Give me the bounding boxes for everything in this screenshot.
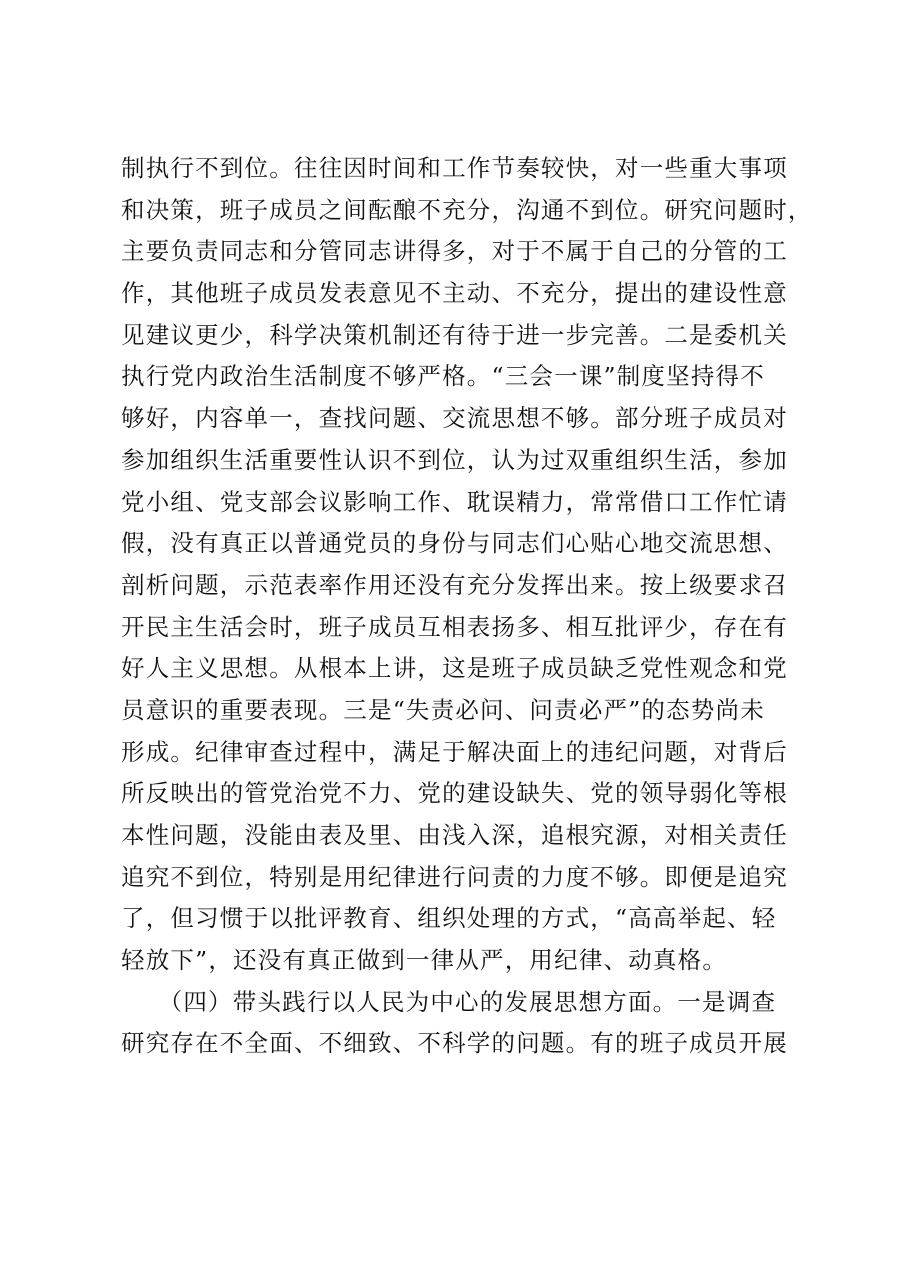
text-line: 见建议更少，科学决策机制还有待于进一步完善。二是委机关 (121, 320, 788, 349)
text-line: 执行党内政治生活制度不够严格。“三会一课”制度坚持得不 (121, 362, 765, 391)
document-body (121, 148, 813, 1065)
text-line: 制执行不到位。往往因时间和工作节奏较快，对一些重大事项 (121, 154, 788, 182)
text-line: 主要负责同志和分管同志讲得多，对于不属于自己的分管的工 (121, 237, 788, 266)
text-line: 所反映出的管党治党不力、党的建设缺失、党的领导弱化等根 (121, 779, 788, 808)
text-line: 形成。纪律审查过程中，满足于解决面上的违纪问题，对背后 (121, 737, 788, 766)
text-line: 员意识的重要表现。三是“失责必问、问责必严”的态势尚未 (121, 695, 765, 724)
text-line: 研究存在不全面、不细致、不科学的问题。有的班子成员开展 (121, 1029, 788, 1058)
text-line: 了，但习惯于以批评教育、组织处理的方式，“高高举起、轻 (121, 904, 777, 933)
text-line: 好人主义思想。从根本上讲，这是班子成员缺乏党性观念和党 (121, 654, 788, 683)
text-line: 党小组、党支部会议影响工作、耽误精力，常常借口工作忙请 (121, 487, 788, 516)
paragraph-heading-line: （四）带头践行以人民为中心的发展思想方面。一是调查 (121, 987, 777, 1016)
text-line: 够好，内容单一，查找问题、交流思想不够。部分班子成员对 (121, 404, 788, 433)
text-line: 轻放下”，还没有真正做到一律从严，用纪律、动真格。 (121, 946, 728, 975)
text-line: 剖析问题，示范表率作用还没有充分发挥出来。按上级要求召 (121, 570, 788, 599)
text-line: 本性问题，没能由表及里、由浅入深，追根究源，对相关责任 (121, 821, 788, 849)
text-line: 追究不到位，特别是用纪律进行问责的力度不够。即便是追究 (121, 862, 788, 891)
text-line: 和决策，班子成员之间酝酿不充分，沟通不到位。研究问题时， (121, 195, 813, 224)
text-line: 作，其他班子成员发表意见不主动、不充分，提出的建设性意 (121, 279, 788, 308)
text-line: 开民主生活会时，班子成员互相表扬多、相互批评少，存在有 (121, 612, 788, 641)
text-line: 假，没有真正以普通党员的身份与同志们心贴心地交流思想、 (121, 529, 788, 558)
text-line: 参加组织生活重要性认识不到位，认为过双重组织生活，参加 (121, 445, 788, 474)
